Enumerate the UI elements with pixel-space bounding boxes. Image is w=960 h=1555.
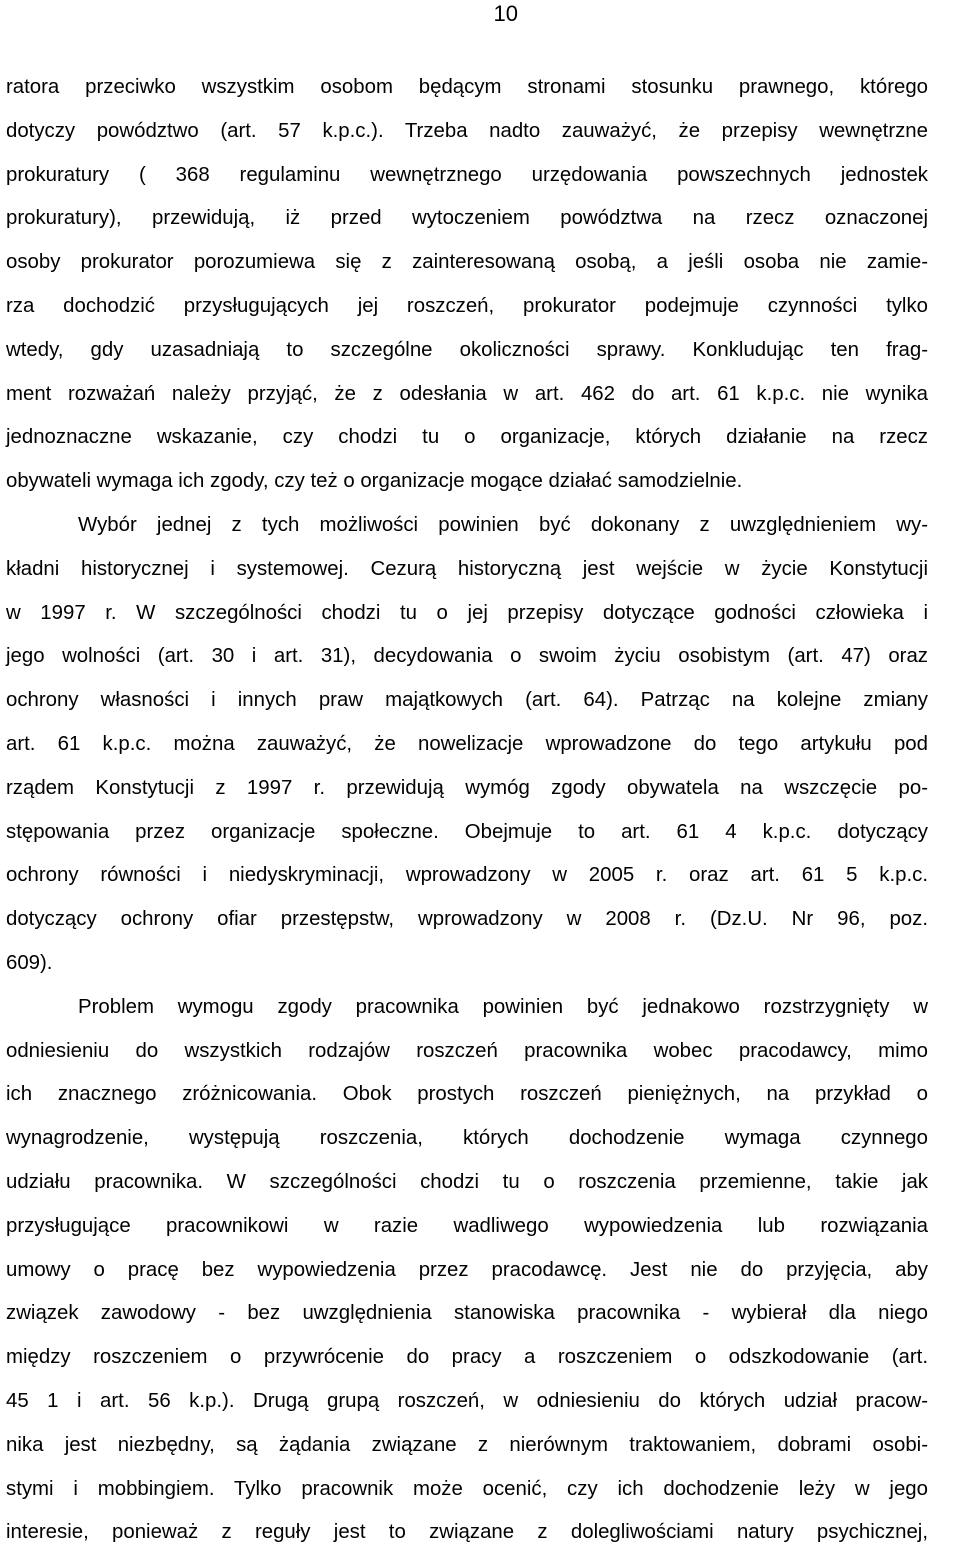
document-body bbox=[6, 66, 928, 1555]
text-line: dotyczący ochrony ofiar przestępstw, wprowadzony w 2008 r. (Dz.U. Nr 96, poz. bbox=[6, 908, 928, 931]
text-line: stymi i mobbingiem. Tylko pracownik może ocenić, czy ich dochodzenie leży w jego bbox=[6, 1477, 928, 1500]
page-number: 10 bbox=[493, 1, 518, 26]
text-line: osoby prokurator porozumiewa się z zainteresowaną osobą, a jeśli osoba nie zamie- bbox=[6, 251, 928, 274]
text-line: obywateli wymaga ich zgody, czy też o organizacje mogące działać samodzielnie. bbox=[6, 470, 743, 493]
text-line: przysługujące pracownikowi w razie wadliwego wypowiedzenia lub rozwiązania bbox=[6, 1214, 928, 1237]
text-line: w 1997 r. W szczególności chodzi tu o jej przepisy dotyczące godności człowieka i bbox=[6, 601, 928, 624]
text-line: 45 1 i art. 56 k.p.). Drugą grupą roszczeń, w odniesieniu do których udział pracow- bbox=[6, 1389, 928, 1412]
text-line: jednoznaczne wskazanie, czy chodzi tu o organizacje, których działanie na rzecz bbox=[6, 426, 928, 449]
text-line: interesie, ponieważ z reguły jest to związane z dolegliwościami natury psychicznej, bbox=[6, 1521, 928, 1544]
text-line: ratora przeciwko wszystkim osobom będącym stronami stosunku prawnego, którego bbox=[6, 76, 928, 98]
text-line: nika jest niezbędny, są żądania związane z nierównym traktowaniem, dobrami osobi- bbox=[6, 1433, 928, 1456]
text-line: prokuratury), przewidują, iż przed wytoczeniem powództwa na rzecz oznaczonej bbox=[6, 207, 928, 230]
text-line: Problem wymogu zgody pracownika powinien być jednakowo rozstrzygnięty w bbox=[78, 995, 928, 1018]
text-line: odniesieniu do wszystkich rodzajów roszczeń pracownika wobec pracodawcy, mimo bbox=[6, 1039, 928, 1062]
text-line: rza dochodzić przysługujących jej roszczeń, prokurator podejmuje czynności tylko bbox=[6, 294, 928, 317]
text-line: Wybór jednej z tych możliwości powinien być dokonany z uwzględnieniem wy- bbox=[78, 513, 928, 536]
text-line: jego wolności (art. 30 i art. 31), decydowania o swoim życiu osobistym (art. 47) oraz bbox=[6, 645, 928, 668]
text-line: prokuratury ( 368 regulaminu wewnętrznego urzędowania powszechnych jednostek bbox=[6, 163, 928, 186]
text-line: ich znacznego zróżnicowania. Obok prostych roszczeń pieniężnych, na przykład o bbox=[6, 1083, 928, 1106]
text-line: między roszczeniem o przywrócenie do pracy a roszczeniem o odszkodowanie (art. bbox=[6, 1346, 928, 1369]
text-line: umowy o pracę bez wypowiedzenia przez pracodawcę. Jest nie do przyjęcia, aby bbox=[6, 1258, 928, 1281]
text-line: stępowania przez organizacje społeczne. Obejmuje to art. 61 4 k.p.c. dotyczący bbox=[6, 820, 928, 843]
text-line: ochrony równości i niedyskryminacji, wprowadzony w 2005 r. oraz art. 61 5 k.p.c. bbox=[6, 864, 928, 887]
text-line: art. 61 k.p.c. można zauważyć, że nowelizacje wprowadzone do tego artykułu pod bbox=[6, 732, 928, 755]
text-line: dotyczy powództwo (art. 57 k.p.c.). Trzeba nadto zauważyć, że przepisy wewnętrzne bbox=[6, 119, 928, 142]
text-line: wynagrodzenie, występują roszczenia, których dochodzenie wymaga czynnego bbox=[6, 1127, 928, 1150]
text-line: ochrony własności i innych praw majątkowych (art. 64). Patrząc na kolejne zmiany bbox=[6, 689, 928, 712]
text-line: związek zawodowy - bez uwzględnienia stanowiska pracownika - wybierał dla niego bbox=[6, 1302, 928, 1325]
text-line: wtedy, gdy uzasadniają to szczególne okoliczności sprawy. Konkludując ten frag- bbox=[6, 338, 928, 361]
text-line: udziału pracownika. W szczególności chodzi tu o roszczenia przemienne, takie jak bbox=[6, 1170, 928, 1193]
text-line: rządem Konstytucji z 1997 r. przewidują wymóg zgody obywatela na wszczęcie po- bbox=[6, 776, 928, 799]
text-line: 609). bbox=[6, 951, 53, 974]
text-line: kładni historycznej i systemowej. Cezurą historyczną jest wejście w życie Konstytucji bbox=[6, 557, 928, 580]
text-line: ment rozważań należy przyjąć, że z odesłania w art. 462 do art. 61 k.p.c. nie wynika bbox=[6, 382, 928, 405]
